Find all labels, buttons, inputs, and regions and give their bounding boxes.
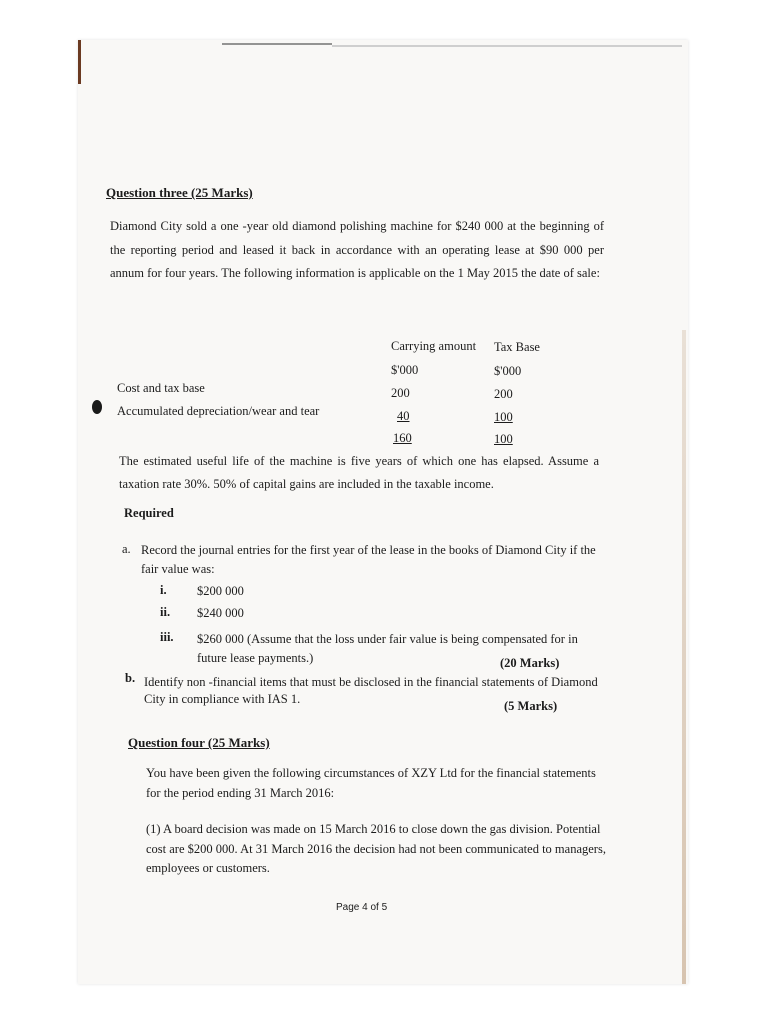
item1-line3: employees or customers. <box>146 861 270 875</box>
part-a-line2: fair value was: <box>141 562 215 576</box>
required-label: Required <box>124 506 174 520</box>
part-b-line2: City in compliance with IAS 1. <box>144 692 301 706</box>
unit-carrying: $'000 <box>391 363 419 377</box>
item-ii-num: ii. <box>160 605 171 619</box>
question-four-intro-line2: for the period ending 31 March 2016: <box>146 786 335 800</box>
row-accum-tax: 100 <box>494 410 513 424</box>
row-label-cost: Cost and tax base <box>117 381 205 395</box>
top-rule-faint <box>332 45 682 47</box>
question-four-heading: Question four (25 Marks) <box>128 735 270 750</box>
hole-punch-mark <box>92 400 102 414</box>
item1-line1: (1) A board decision was made on 15 March 2016 to close down the gas division. Potential <box>146 822 601 836</box>
item-i-num: i. <box>160 583 167 597</box>
paper-edge-shadow <box>78 40 81 84</box>
item-ii-text: $240 000 <box>197 606 244 620</box>
item-iii-cont: future lease payments.) <box>197 651 314 665</box>
part-b-marks: (5 Marks) <box>504 699 558 713</box>
col-tax-base: Tax Base <box>494 340 540 354</box>
item1-line2: cost are $200 000. At 31 March 2016 the decision had not been communicated to managers, <box>146 842 606 856</box>
part-a-marker: a. <box>122 542 131 556</box>
item-iii-text: $260 000 (Assume that the loss under fair value is being compensated for in <box>197 632 578 646</box>
question-four-intro-line1: You have been given the following circumstances of XZY Ltd for the financial statements <box>146 766 596 780</box>
row-total-carrying: 160 <box>393 431 412 445</box>
paper-edge-right <box>682 330 686 984</box>
col-carrying-amount: Carrying amount <box>391 339 477 353</box>
part-a-marks: (20 Marks) <box>500 656 560 670</box>
question-three-note: The estimated useful life of the machine is five years of which one has elapsed. Assume a taxation rate 30%. 50% of capital gains are included in the taxable income. <box>119 454 599 491</box>
part-b-line1: Identify non -financial items that must be disclosed in the financial statements of Diamond <box>144 675 598 689</box>
item-i-text: $200 000 <box>197 584 244 598</box>
part-a-line1: Record the journal entries for the first year of the lease in the books of Diamond City if the <box>141 543 596 557</box>
row-label-accumulated: Accumulated depreciation/wear and tear <box>117 404 320 418</box>
row-total-tax: 100 <box>494 432 513 446</box>
row-cost-tax: 200 <box>494 387 513 401</box>
row-accum-carrying: 40 <box>397 409 410 423</box>
question-three-intro: Diamond City sold a one -year old diamond polishing machine for $240 000 at the beginning of the reporting period and leased it back in accordance with an operating lease at $90 000 per annum for four years. The following information is applicable on the 1 May 2015 the date of sale: <box>110 219 604 280</box>
row-cost-carrying: 200 <box>391 386 410 400</box>
unit-tax: $'000 <box>494 364 522 378</box>
page-number: Page 4 of 5 <box>336 902 388 913</box>
item-iii-num: iii. <box>160 630 174 644</box>
question-three-heading: Question three (25 Marks) <box>106 185 253 200</box>
part-b-marker: b. <box>125 671 136 685</box>
top-rule <box>222 43 332 45</box>
